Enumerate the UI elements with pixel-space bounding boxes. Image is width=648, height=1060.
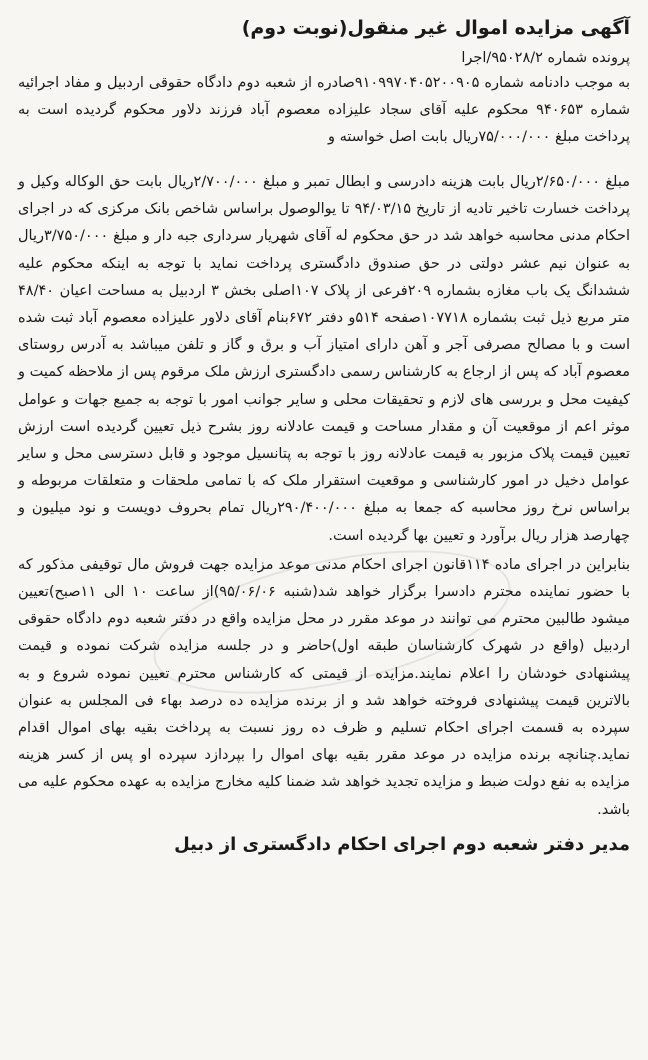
paragraph-auction-terms: بنابراین در اجرای ماده ۱۱۴قانون اجرای احکام مدنی موعد مزایده جهت فروش مال توقیفی مذکور که با حضور نماینده محترم دادسرا برگزار خواهد شد(شنبه ۹۵/۰۶/۰۶)از ساعت ۱۰ الی ۱۱صبح)تعیین میشود طالبین محترم می توانند در موعد مقرر در محل مزایده واقع در دفتر شعبه دوم دادگاه حقوقی اردبیل (واقع در شهرک کارشناسان طبقه اول)حاضر و در جلسه مزایده شرکت نموده و قیمت پیشنهادی خودشان را اعلام نمایند.مزایده از قیمتی که کارشناس محترم تعیین نموده شروع و به بالاترین قیمت پیشنهادی فروخته خواهد شد و از برنده مزایده ده درصد بهاء فی المجلس به عنوان سپرده به قسمت اجرای احکام تسلیم و ظرف ده روز نسبت به پرداخت بقیه بهای اموال اقدام نماید.چنانچه برنده مزایده در موعد مقرر بقیه بهای اموال را بپردازد سپرده او پس از کسر هزینه مزایده به نفع دولت ضبط و مزایده تجدید خواهد شد ضمنا کلیه مخارج مزایده به عهده محکوم علیه می باشد.	[18, 556, 630, 818]
notice-title: آگهی مزایده اموال غیر منقول(نوبت دوم)	[241, 17, 630, 39]
column-gap	[18, 151, 630, 169]
signature-line: مدیر دفتر شعبه دوم اجرای احکام دادگستری از دبیل	[174, 833, 630, 855]
paragraph-property-details: مبلغ ۲/۶۵۰/۰۰۰ریال بابت هزینه دادرسی و ابطال تمبر و مبلغ ۲/۷۰۰/۰۰۰ریال بابت حق الوکاله وکیل و پرداخت خسارت تاخیر تادیه از تاریخ ۹۴/۰۳/۱۵ تا یوالوصول براساس شاخص بانک مرکزی که در اجرای احکام مدنی محاسبه خواهد شد در حق محکوم له آقای شهریار سرداری جبه دار و مبلغ ۳/۷۵۰/۰۰۰ریال به عنوان نیم عشر دولتی در حق صندوق دادگستری پرداخت نماید با توجه به اینکه محکوم علیه ششدانگ یک باب مغازه بشماره ۲۰۹فرعی از پلاک ۱۰۷اصلی بخش ۳ اردبیل به مساحت اعیان ۴۸/۴۰ متر مربع ذیل ثبت بشماره ۱۰۷۷۱۸صفحه ۵۱۴و دفتر ۶۷۲بنام آقای دلاور علیزاده معصوم آباد ثبت شده است و با مصالح مصرفی آجر و آهن دارای امتیاز آب و برق و گاز و تلفن میباشد به آدرس روستای معصوم آباد که پس از ارجاع به کارشناس رسمی دادگستری ارزش ملک مرقوم پس از ملاحظه کمیت و کیفیت محل و بررسی های لازم و تحقیقات محلی و سایر جوانب امور با توجه به جمیع جهات و عوامل موثر اعم از موقعیت آن و مقدار مساحت و قیمت عادلانه روز بشرح ذیل تعیین گردیده است ارزش تعیین قیمت پلاک مزبور به قیمت عادلانه روز با توجه به پتانسیل موجود و قابل دسترسی محل و سایر عوامل دخیل در امور کارشناسی و موقعیت استقرار ملک که با تمامی ملحقات و متعلقات مربوطه و براساس نرخ روز محاسبه که جمعا به مبلغ ۲۹۰/۴۰۰/۰۰۰ریال تمام بحروف دویست و نود میلیون و چهارصد هزار ریال برآورد و تعیین بها گردیده است.	[18, 174, 630, 544]
file-number: پرونده شماره ۹۵۰۲۸/۲/اجرا	[461, 50, 630, 66]
paragraph-verdict: به موجب دادنامه شماره ۹۱۰۹۹۷۰۴۰۵۲۰۰۹۰۵صادره از شعبه دوم دادگاه حقوقی اردبیل و مفاد اجرائیه شماره ۹۴۰۶۵۳ محکوم علیه آقای سجاد علیزاده معصوم آباد فرزند دلاور محکوم گردیده است به پرداخت مبلغ ۷۵/۰۰۰/۰۰۰ریال بابت اصل خواسته و	[18, 75, 630, 145]
